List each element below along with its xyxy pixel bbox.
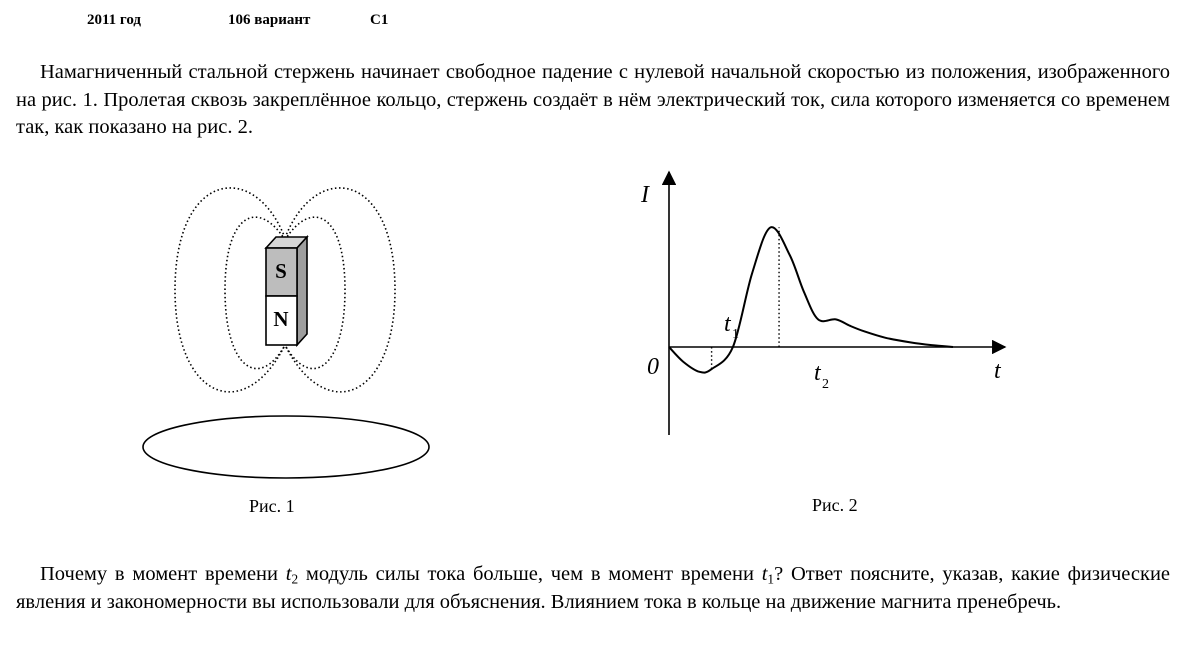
figure-1-magnet-diagram [140,166,440,466]
question-t2-symbol: t [285,563,292,585]
header-year: 2011 год [87,12,142,28]
question-text-3: ? Ответ поясните, указав, какие физические явления и закономерности вы использовали для объяснения. Влиянием тока в кольце на движение магнита пренебречь. [16,563,1171,613]
question-t2-subscript: 2 [291,571,299,587]
t2-label: t [814,360,821,386]
problem-intro: Намагниченный стальной стержень начинает свободное падение с нулевой начальной скоростью из положения, изображенного на рис. 1. Пролетая сквозь закреплённое кольцо, стержень создаёт в нём электрический ток, сила которого изменяется со временем так, как показано на рис. 2. [16,61,1170,138]
figure-2-current-graph [630,166,1030,466]
fixed-ring [143,416,429,478]
pole-s-label: S [275,259,287,283]
page-header [0,12,1184,32]
header-variant: 106 вариант [228,12,311,28]
question-t1-symbol: t [761,563,768,585]
x-axis-label: t [994,358,1001,384]
t2-subscript: 2 [822,377,829,392]
y-axis-label: I [641,182,649,208]
question-text-2: модуль силы тока больше, чем в момент времени [298,563,762,585]
figure-2-caption: Рис. 2 [812,495,858,515]
current-curve [669,227,953,373]
problem-question [16,561,1170,616]
figure-1-caption: Рис. 1 [249,496,295,516]
question-t1-subscript: 1 [767,571,775,587]
origin-label: 0 [647,354,659,380]
magnet-side-face [297,237,307,345]
header-task: C1 [370,12,389,28]
t1-label: t [724,311,731,337]
question-text-1: Почему в момент времени [40,563,286,585]
pole-n-label: N [273,307,289,331]
t1-subscript: 1 [732,327,739,342]
